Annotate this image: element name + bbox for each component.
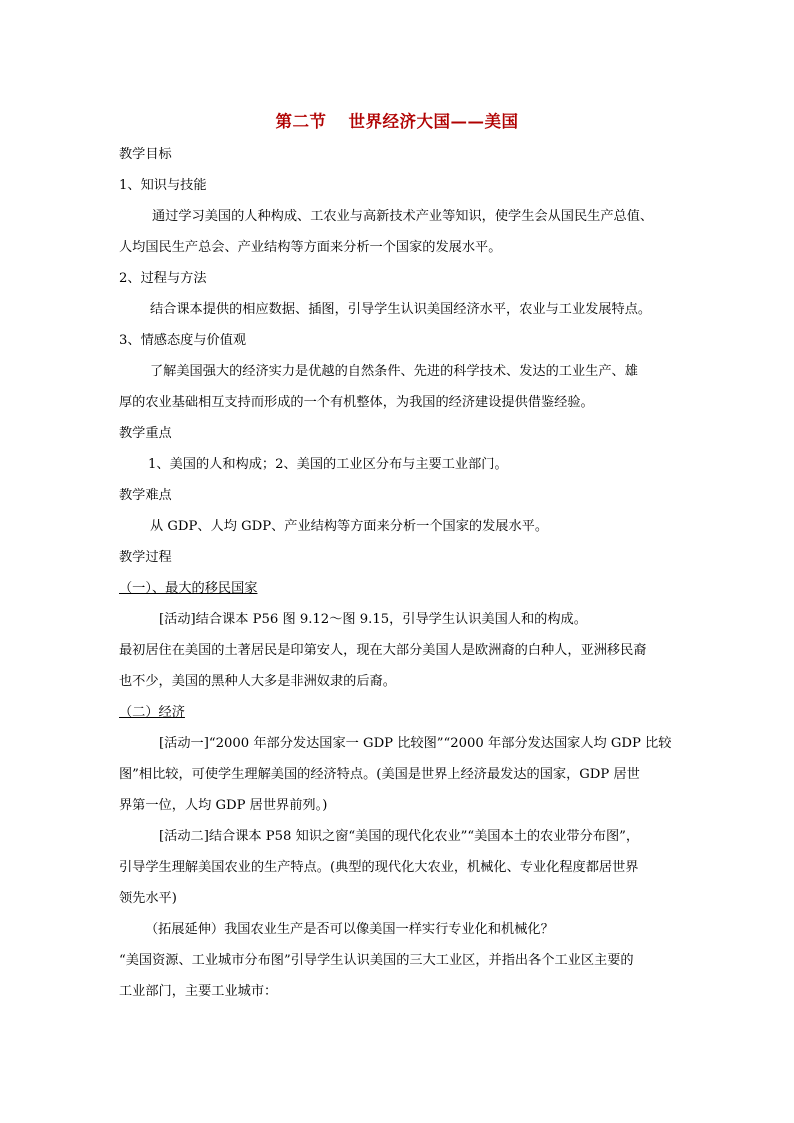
heading-attitude: 3、情感态度与价值观 <box>119 333 247 348</box>
paragraph-attitude-1: 了解美国强大的经济实力是优越的自然条件、先进的科学技术、发达的工业生产、雄 <box>150 364 638 379</box>
paragraph-activity-one-3: 界第一位，人均 GDP 居世界前列。) <box>119 798 328 813</box>
heading-objectives: 教学目标 <box>119 147 172 162</box>
heading-difficulties: 教学难点 <box>119 488 172 503</box>
paragraph-activity-one-1: [活动一]“2000 年部分发达国家一 GDP 比较图”“2000 年部分发达国家人均 GDP 比较 <box>159 736 672 751</box>
paragraph-activity-two-3: 领先水平) <box>119 891 177 906</box>
paragraph-activity-two-1: [活动二]结合课本 P58 知识之窗“美国的现代化农业”“美国本土的农业带分布图”， <box>159 829 640 844</box>
paragraph-activity-two-2: 引导学生理解美国农业的生产特点。(典型的现代化大农业，机械化、专业化程度都居世界 <box>119 860 639 875</box>
heading-key-points: 教学重点 <box>119 426 172 441</box>
paragraph-attitude-2: 厚的农业基础相互支持而形成的一个有机整体，为我国的经济建设提供借鉴经验。 <box>119 395 594 410</box>
paragraph-residents-1: 最初居住在美国的土著居民是印第安人，现在大部分美国人是欧洲裔的白种人，亚洲移民裔 <box>119 643 647 658</box>
paragraph-knowledge-1: 通过学习美国的人种构成、工农业与高新技术产业等知识，使学生会从国民生产总值、 <box>152 209 654 224</box>
paragraph-key-points: 1、美国的人和构成；2、美国的工业区分布与主要工业部门。 <box>148 457 508 472</box>
paragraph-activity: [活动]结合课本 P56 图 9.12～图 9.15，引导学生认识美国人和的构成。 <box>159 612 587 627</box>
paragraph-industry-1: “美国资源、工业城市分布图”引导学生认识美国的三大工业区，并指出各个工业区主要的 <box>119 953 634 968</box>
paragraph-extension: （拓展延伸）我国农业生产是否可以像美国一样实行专业化和机械化？ <box>145 922 554 937</box>
subheading-economy: （二）经济 <box>119 705 185 720</box>
paragraph-process: 结合课本提供的相应数据、插图，引导学生认识美国经济水平，农业与工业发展特点。 <box>150 302 652 317</box>
paragraph-industry-2: 工业部门，主要工业城市： <box>119 984 278 999</box>
heading-process: 2、过程与方法 <box>119 271 207 286</box>
paragraph-residents-2: 也不少，美国的黑种人大多是非洲奴隶的后裔。 <box>119 674 396 689</box>
heading-process-teaching: 教学过程 <box>119 550 172 565</box>
paragraph-activity-one-2: 图”相比较，可使学生理解美国的经济特点。(美国是世界上经济最发达的国家，GDP 居世 <box>119 767 640 782</box>
paragraph-difficulties: 从 GDP、人均 GDP、产业结构等方面来分析一个国家的发展水平。 <box>150 519 549 534</box>
page-title <box>0 108 794 132</box>
heading-knowledge: 1、知识与技能 <box>119 178 207 193</box>
paragraph-knowledge-2: 人均国民生产总会、产业结构等方面来分析一个国家的发展水平。 <box>119 240 502 255</box>
title-text: 世界经济大国——美国 <box>348 112 519 131</box>
subheading-immigration: （一）、最大的移民国家 <box>119 581 258 596</box>
title-section: 第二节 <box>275 112 327 131</box>
